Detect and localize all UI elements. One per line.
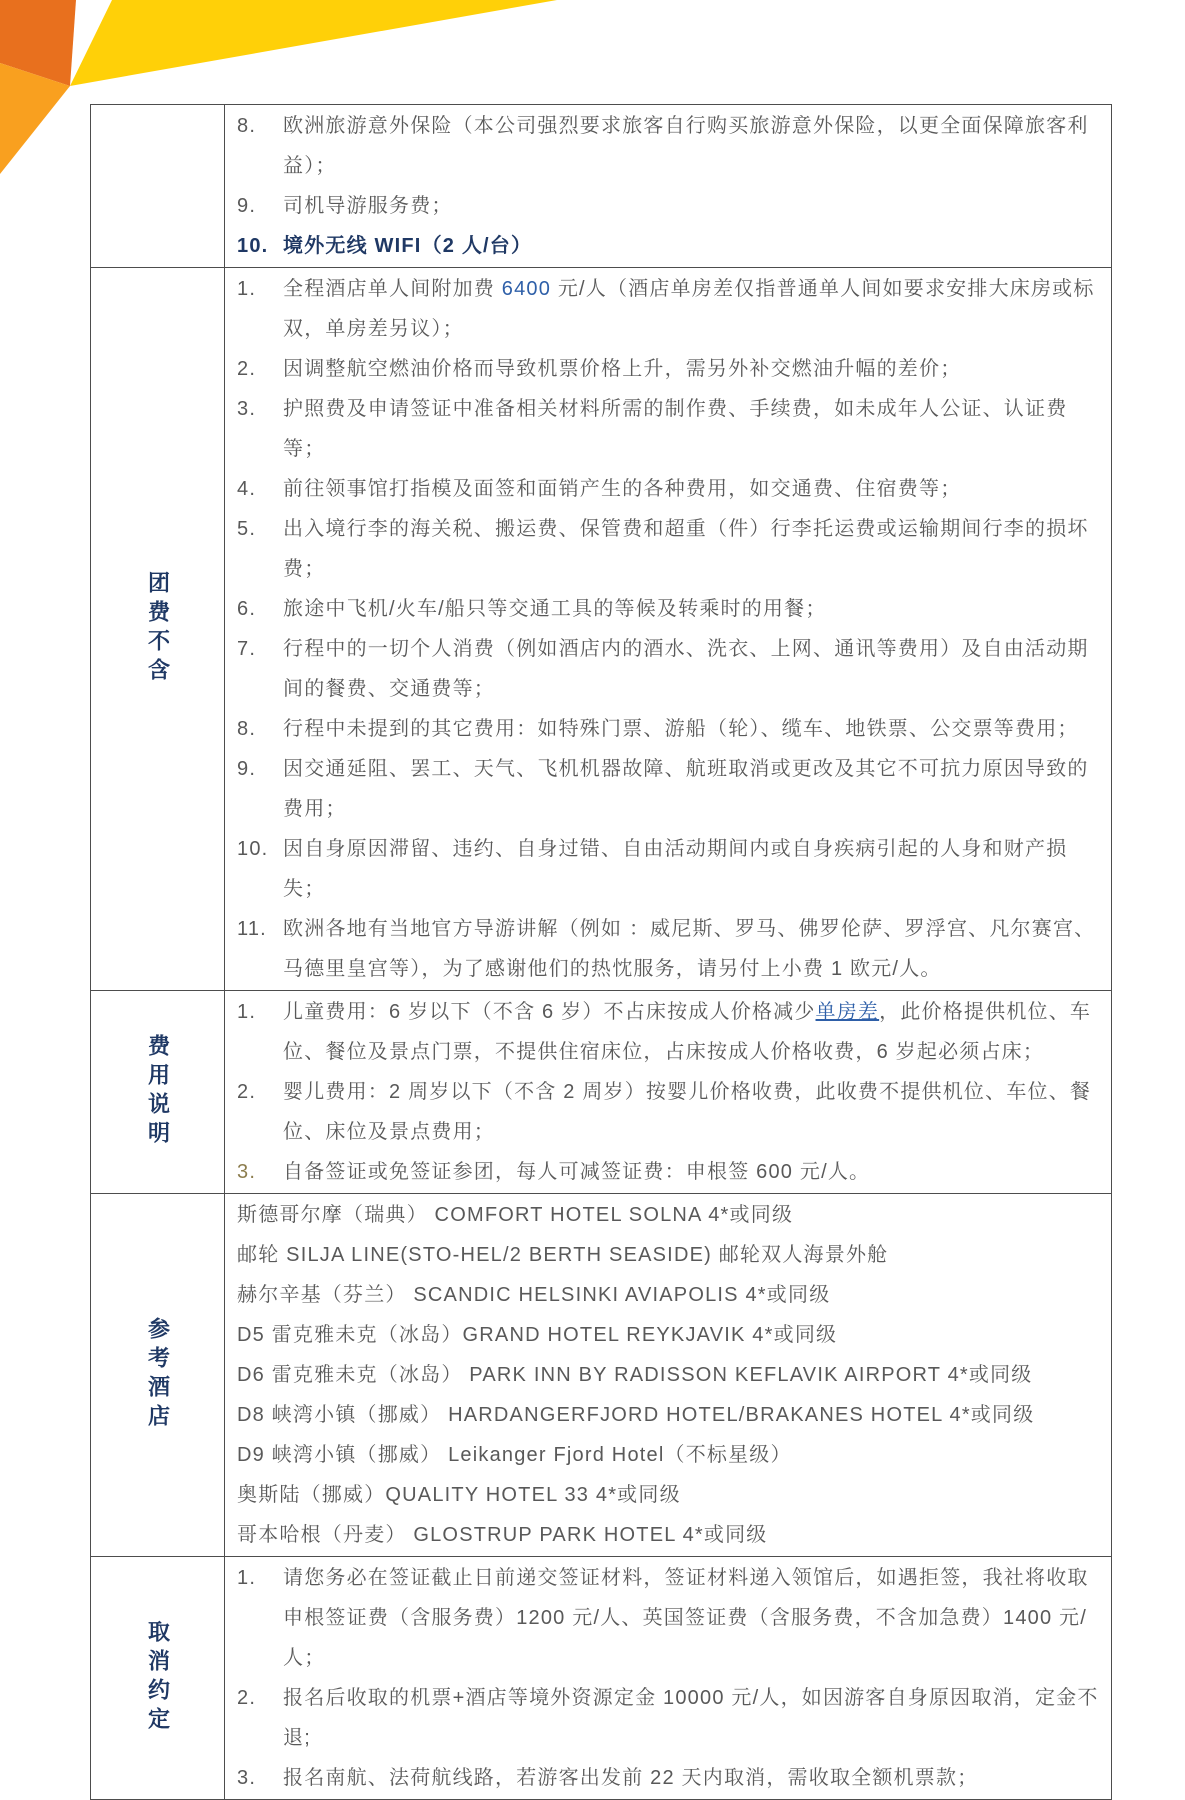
text-segment: 赫尔辛基（芬兰） SCANDIC HELSINKI AVIAPOLIS 4*或同级	[237, 1284, 831, 1306]
row-label: 参考酒店	[145, 1317, 171, 1433]
text-segment: D8 峡湾小镇（挪威） HARDANGERFJORD HOTEL/BRAKANES HOTEL 4*或同级	[237, 1404, 1035, 1426]
row-label-cell	[91, 1557, 225, 1799]
item-text	[283, 1152, 1103, 1192]
item-number: 10.	[237, 838, 269, 860]
numbered-list-item	[237, 349, 1103, 389]
text-segment: 行程中的一切个人消费（例如酒店内的酒水、洗衣、上网、通讯等费用）及自由活动期间的餐费、交通费等；	[283, 638, 1089, 700]
text-segment: 奥斯陆（挪威）QUALITY HOTEL 33 4*或同级	[237, 1484, 681, 1506]
row-label: 取消约定	[145, 1620, 171, 1736]
text-segment: 旅途中飞机/火车/船只等交通工具的等候及转乘时的用餐；	[283, 598, 827, 620]
item-text	[283, 186, 1103, 226]
text-segment: 斯德哥尔摩（瑞典） COMFORT HOTEL SOLNA 4*或同级	[237, 1204, 794, 1226]
text-segment: 邮轮 SILJA LINE(STO-HEL/2 BERTH SEASIDE) 邮轮双人海景外舱	[237, 1244, 889, 1266]
item-text	[283, 389, 1103, 469]
item-text	[283, 1678, 1103, 1758]
item-number: 11.	[237, 918, 267, 940]
text-segment: 报名后收取的机票+酒店等境外资源定金 10000 元/人，如因游客自身原因取消，定金不退;	[283, 1687, 1099, 1749]
item-text	[237, 1195, 1103, 1235]
list-line	[237, 1195, 1103, 1235]
row-label: 费用说明	[145, 1034, 171, 1150]
item-number: 1.	[237, 278, 257, 300]
item-text	[283, 589, 1103, 629]
numbered-list-item	[237, 749, 1103, 829]
item-text	[283, 909, 1103, 989]
tour-fee-table	[90, 104, 1112, 1800]
text-segment: ，此价格提供机位、车位、餐位及景点门票，不提供住宿床位，占床按成人价格收费，6 岁起必须占床；	[283, 1001, 1092, 1063]
item-text	[283, 1072, 1103, 1152]
row-label-cell	[91, 105, 225, 267]
item-number: 2.	[237, 1081, 257, 1103]
list-line	[237, 1355, 1103, 1395]
text-segment: 婴儿费用：2 周岁以下（不含 2 周岁）按婴儿价格收费，此收费不提供机位、车位、餐位、床位及景点费用；	[283, 1081, 1092, 1143]
row-content-cell	[225, 1194, 1111, 1556]
text-segment: 报名南航、法荷航线路，若游客出发前 22 天内取消，需收取全额机票款；	[283, 1767, 979, 1789]
numbered-list-item	[237, 226, 1103, 266]
list-line	[237, 1235, 1103, 1275]
item-text	[283, 829, 1103, 909]
item-number: 7.	[237, 638, 257, 660]
item-text	[237, 1315, 1103, 1355]
item-text	[283, 269, 1103, 349]
item-number: 2.	[237, 358, 257, 380]
text-segment: 儿童费用：6 岁以下（不含 6 岁）不占床按成人价格减少	[283, 1001, 816, 1023]
numbered-list-item	[237, 709, 1103, 749]
item-text	[283, 1758, 1103, 1798]
text-segment: 请您务必在签证截止日前递交签证材料，签证材料递入领馆后，如遇拒签，我社将收取申根签证费（含服务费）1200 元/人、英国签证费（含服务费，不含加急费）1400 元/人；	[283, 1567, 1089, 1669]
item-number: 9.	[237, 195, 257, 217]
row-content-cell	[225, 991, 1111, 1193]
item-text	[283, 992, 1103, 1072]
item-text	[237, 1235, 1103, 1275]
text-segment: D6 雷克雅未克（冰岛） PARK INN BY RADISSON KEFLAVIK AIRPORT 4*或同级	[237, 1364, 1033, 1386]
text-segment: 出入境行李的海关税、搬运费、保管费和超重（件）行李托运费或运输期间行李的损坏费；	[283, 518, 1089, 580]
item-number: 6.	[237, 598, 257, 620]
row-label-cell	[91, 1194, 225, 1556]
list-line	[237, 1515, 1103, 1555]
item-text	[237, 1395, 1103, 1435]
text-segment: 境外无线 WIFI（2 人/台）	[283, 235, 533, 257]
numbered-list-item	[237, 1758, 1103, 1798]
table-row	[91, 1556, 1111, 1799]
text-segment: 司机导游服务费；	[283, 195, 453, 217]
text-segment: 行程中未提到的其它费用：如特殊门票、游船（轮）、缆车、地铁票、公交票等费用；	[283, 718, 1079, 740]
row-label: 团费不含	[145, 571, 171, 687]
item-text	[283, 509, 1103, 589]
item-number: 10.	[237, 235, 269, 257]
row-label-cell	[91, 991, 225, 1193]
item-number: 1.	[237, 1001, 257, 1023]
text-segment: 前往领事馆打指模及面签和面销产生的各种费用，如交通费、住宿费等；	[283, 478, 962, 500]
row-label-cell	[91, 268, 225, 990]
item-number: 3.	[237, 1161, 257, 1183]
text-segment: D5 雷克雅未克（冰岛）GRAND HOTEL REYKJAVIK 4*或同级	[237, 1324, 838, 1346]
text-segment: 护照费及申请签证中准备相关材料所需的制作费、手续费，如未成年人公证、认证费等；	[283, 398, 1068, 460]
numbered-list-item	[237, 992, 1103, 1072]
text-segment: 欧洲旅游意外保险（本公司强烈要求旅客自行购买旅游意外保险，以更全面保障旅客利益）；	[283, 115, 1089, 177]
row-content-cell	[225, 1557, 1111, 1799]
item-text	[283, 629, 1103, 709]
numbered-list-item	[237, 1152, 1103, 1192]
numbered-list-item	[237, 589, 1103, 629]
item-number: 3.	[237, 1767, 257, 1789]
item-text	[237, 1515, 1103, 1555]
text-segment: 因自身原因滞留、违约、自身过错、自由活动期间内或自身疾病引起的人身和财产损失；	[283, 838, 1068, 900]
numbered-list-item	[237, 469, 1103, 509]
table-row	[91, 990, 1111, 1193]
text-segment: 自备签证或免签证参团，每人可减签证费：申根签 600 元/人。	[283, 1161, 871, 1183]
item-text	[237, 1275, 1103, 1315]
list-line	[237, 1315, 1103, 1355]
item-number: 9.	[237, 758, 257, 780]
table-row	[91, 105, 1111, 267]
numbered-list-item	[237, 106, 1103, 186]
item-text	[283, 1558, 1103, 1678]
item-text	[283, 226, 1103, 266]
row-content-cell	[225, 268, 1111, 990]
numbered-list-item	[237, 629, 1103, 709]
deco-yellow-shape	[70, 0, 557, 86]
row-content-cell	[225, 105, 1111, 267]
table-row	[91, 267, 1111, 990]
numbered-list-item	[237, 1678, 1103, 1758]
item-number: 1.	[237, 1567, 257, 1589]
text-segment: 单房差	[815, 1001, 880, 1023]
list-line	[237, 1395, 1103, 1435]
item-number: 5.	[237, 518, 257, 540]
list-line	[237, 1435, 1103, 1475]
text-segment: 元/人（酒店单房差仅指普通单人间如要求安排大床房或标双，单房差另议）；	[283, 278, 1095, 340]
table-row	[91, 1193, 1111, 1556]
item-text	[237, 1475, 1103, 1515]
item-number: 4.	[237, 478, 257, 500]
numbered-list-item	[237, 1558, 1103, 1678]
item-number: 8.	[237, 718, 257, 740]
item-text	[237, 1355, 1103, 1395]
numbered-list-item	[237, 269, 1103, 349]
text-segment: D9 峡湾小镇（挪威） Leikanger Fjord Hotel（不标星级）	[237, 1444, 792, 1466]
item-number: 3.	[237, 398, 257, 420]
numbered-list-item	[237, 186, 1103, 226]
numbered-list-item	[237, 1072, 1103, 1152]
numbered-list-item	[237, 509, 1103, 589]
item-text	[283, 709, 1103, 749]
numbered-list-item	[237, 389, 1103, 469]
item-number: 8.	[237, 115, 257, 137]
item-text	[283, 106, 1103, 186]
numbered-list-item	[237, 829, 1103, 909]
item-text	[283, 749, 1103, 829]
text-segment: 哥本哈根（丹麦） GLOSTRUP PARK HOTEL 4*或同级	[237, 1524, 768, 1546]
item-text	[283, 469, 1103, 509]
item-text	[237, 1435, 1103, 1475]
text-segment: 因调整航空燃油价格而导致机票价格上升，需另外补交燃油升幅的差价；	[283, 358, 962, 380]
text-segment: 全程酒店单人间附加费	[283, 278, 502, 300]
list-line	[237, 1275, 1103, 1315]
text-segment: 欧洲各地有当地官方导游讲解（例如 ：威尼斯、罗马、佛罗伦萨、罗浮宫、凡尔赛宫、马德里皇宫等），为了感谢他们的热忱服务，请另付上小费 1 欧元/人。	[283, 918, 1096, 980]
numbered-list-item	[237, 909, 1103, 989]
text-segment: 因交通延阻、罢工、天气、飞机机器故障、航班取消或更改及其它不可抗力原因导致的费用；	[283, 758, 1089, 820]
item-text	[283, 349, 1103, 389]
text-segment: 6400	[501, 278, 552, 300]
list-line	[237, 1475, 1103, 1515]
item-number: 2.	[237, 1687, 257, 1709]
